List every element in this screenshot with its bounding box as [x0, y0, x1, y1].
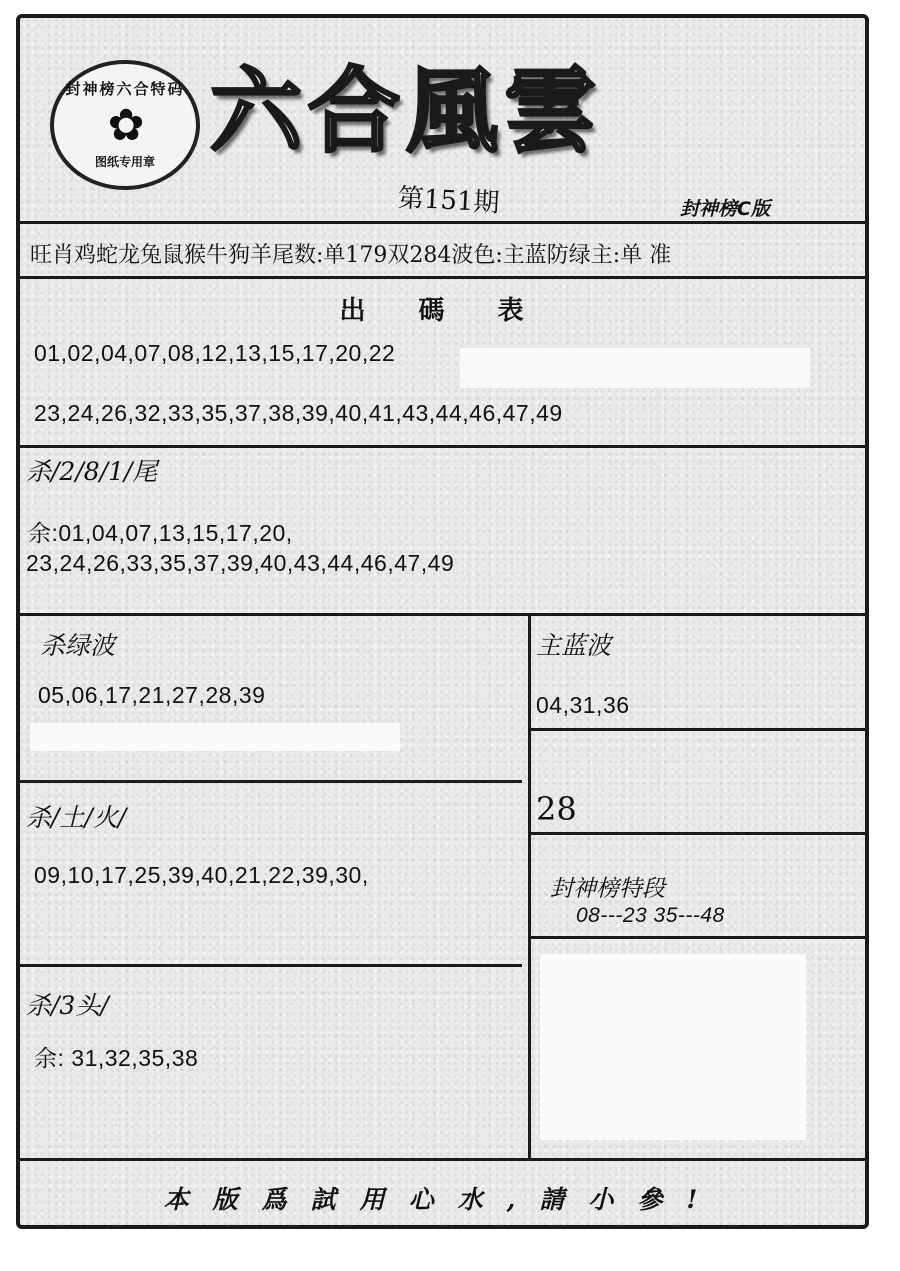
kill-tail-line-2: 23,24,26,33,35,37,39,40,43,44,46,47,49 [26, 550, 455, 576]
divider [20, 613, 865, 616]
page-title: 六合風雲 [210, 57, 603, 165]
section-title-table: 出 碼 表 [339, 296, 546, 326]
divider [20, 964, 522, 967]
divider [528, 936, 865, 939]
special-range-values: 08---23 35---48 [576, 904, 725, 927]
divider [20, 1158, 865, 1161]
divider [20, 221, 865, 224]
kill-tail-label: 杀/2/8/1/尾 [26, 457, 158, 486]
stamp-bottom-text: 图纸专用章 [94, 155, 155, 169]
kill-head-numbers: 余: 31,32,35,38 [34, 1045, 199, 1071]
kill-earth-fire-numbers: 09,10,17,25,39,40,21,22,39,30, [34, 862, 369, 888]
kill-earth-fire-label: 杀/土/火/ [26, 803, 127, 832]
column-divider [528, 613, 531, 1158]
divider [20, 276, 865, 279]
blank-patch [460, 348, 810, 388]
divider [528, 832, 865, 835]
bauhinia-flower-icon: ✿ [107, 100, 145, 151]
edition-label: 封神榜C版 [680, 198, 770, 220]
footer-note: 本版爲試用心水,請小參! [163, 1185, 722, 1214]
seal-stamp [50, 60, 200, 190]
special-range-label: 封神榜特段 [550, 876, 665, 902]
issue-number: 第151期 [397, 183, 501, 219]
divider [20, 780, 522, 783]
blank-patch [540, 954, 806, 1140]
special-number: 28 [536, 790, 577, 828]
stamp-top-text: 封神榜六合特码 [65, 80, 185, 98]
kill-tail-line-1: 余:01,04,07,13,15,17,20, [28, 520, 293, 546]
divider [528, 728, 865, 731]
table-line-1: 01,02,04,07,08,12,13,15,17,20,22 [34, 340, 396, 366]
info-line: 旺肖鸡蛇龙兔鼠猴牛狗羊尾数:单179双284波色:主蓝防绿主:单 准 [30, 243, 672, 268]
divider [20, 445, 865, 448]
main-blue-numbers: 04,31,36 [536, 692, 630, 718]
kill-green-numbers: 05,06,17,21,27,28,39 [38, 682, 266, 708]
main-blue-label: 主蓝波 [536, 631, 612, 660]
kill-head-label: 杀/3头/ [26, 991, 109, 1020]
blank-patch [30, 723, 400, 751]
table-line-2: 23,24,26,32,33,35,37,38,39,40,41,43,44,46,47,49 [34, 400, 563, 426]
poster-sheet [16, 14, 869, 1229]
kill-green-label: 杀绿波 [40, 631, 116, 660]
